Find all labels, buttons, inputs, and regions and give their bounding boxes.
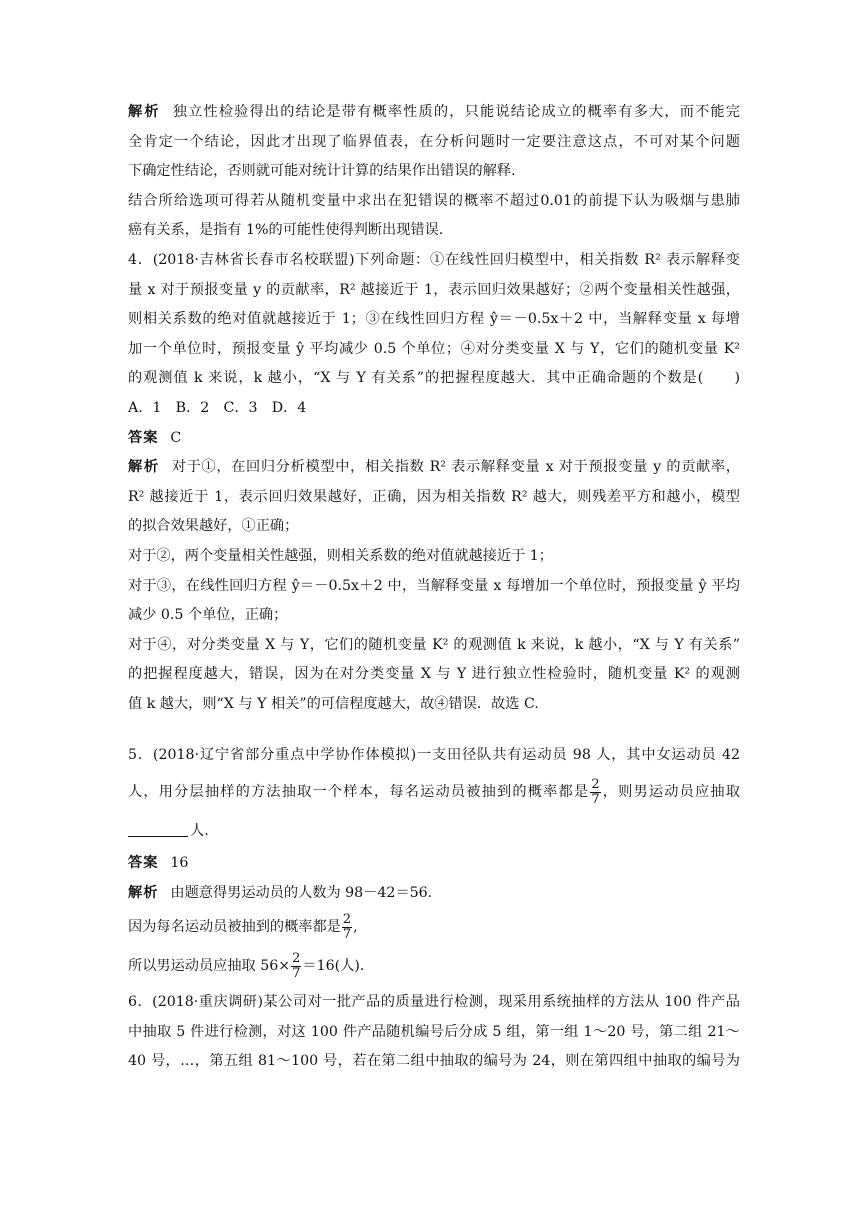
text-line (128, 988, 740, 1018)
text-line (128, 305, 740, 335)
text-line (128, 187, 740, 217)
q5-line-1: 5．(2018·辽宁省部分重点中学协作体模拟)一支田径队共有运动员 98 人，其中女运动员 42 (128, 747, 740, 764)
line-text: 的观测值 k 来说，k 越小，“X 与 Y 有关系”的把握程度越大．其中正确命题的个数是( ) (128, 370, 740, 387)
section-label: 解析 (128, 104, 161, 120)
question-6 (128, 988, 740, 1077)
text-line (128, 1047, 740, 1077)
text-line (128, 660, 740, 690)
document-page (128, 98, 740, 1077)
text-line (128, 394, 740, 424)
text-line (128, 128, 740, 158)
fraction: $\frac{2}{7}$ (292, 951, 301, 981)
line-text: 癌有关系，是指有 1%的可能性使得判断出现错误. (128, 222, 444, 239)
section-label: 答案 (128, 429, 159, 446)
text-line (128, 453, 740, 483)
line-text: 对于③，在线性回归方程 ŷ＝－0.5x＋2 中，当解释变量 x 每增加一个单位时，预报变量 ŷ 平均 (128, 577, 740, 594)
line-text: 中抽取 5 件进行检测，对这 100 件产品随机编号后分成 5 组，第一组 1～20 号，第二组 21～ (128, 1023, 740, 1040)
text-line (128, 483, 740, 513)
line-text: 对于①，在回归分析模型中，相关指数 R² 表示解释变量 x 对于预报变量 y 的贡献率， (171, 459, 740, 476)
line-text: C (170, 429, 182, 446)
text-line (128, 601, 740, 631)
line-text: 独立性检验得出的结论是带有概率性质的，只能说结论成立的概率有多大，而不能完 (172, 104, 740, 120)
line-text: 值 k 越大，则“X 与 Y 相关”的可信程度越大，故④错误．故选 C. (128, 695, 539, 712)
line-text: 加一个单位时，预报变量 ŷ 平均减少 0.5 个单位；④对分类变量 X 与 Y，它们的随机变量 K² (128, 340, 740, 357)
text-line (128, 157, 740, 187)
question-5 (128, 741, 740, 986)
q5-line-2: 人，用分层抽样的方法抽取一个样本，每名运动员被抽到的概率都是 $\frac{2}{7}$ ，则男运动员应抽取 (128, 776, 740, 807)
text-line (128, 690, 740, 720)
text-line (128, 98, 740, 128)
line-text: 全肯定一个结论，因此才出现了临界值表，在分析问题时一定要注意这点，不可对某个问题 (128, 133, 740, 150)
text-line (128, 572, 740, 602)
text-line (128, 424, 740, 454)
line-text: 结合所给选项可得若从随机变量中求出在犯错误的概率不超过0.01的前提下认为吸烟与患肺 (128, 192, 740, 209)
line-text: 下确定性结论，否则就可能对统计计算的结果作出错误的解释. (128, 163, 516, 180)
line-text: 量 x 对于预报变量 y 的贡献率，R² 越接近于 1，表示回归效果越好；②两个变量相关性越强， (128, 281, 740, 298)
line-text: 6．(2018·重庆调研)某公司对一批产品的质量进行检测，现采用系统抽样的方法从 100 件产品 (128, 994, 740, 1011)
text-line (128, 364, 740, 394)
q5-answer: 答案 16 (128, 855, 189, 872)
text-line (128, 335, 740, 365)
q5-solution-3: 所以男运动员应抽取 56× $\frac{2}{7}$ ＝16(人). (128, 951, 365, 981)
text-line (128, 631, 740, 661)
line-text: 减少 0.5 个单位，正确； (128, 607, 288, 624)
q5-line-3: 人. (128, 813, 740, 849)
line-text: A．1 B．2 C．3 D．4 (128, 399, 307, 416)
fraction: $\frac{2}{7}$ (591, 776, 600, 807)
line-text: 则相关系数的绝对值就越接近于 1；③在线性回归方程 ŷ＝－0.5x＋2 中，当解释变量 x 每增 (128, 311, 740, 328)
fraction: $\frac{2}{7}$ (342, 912, 352, 942)
line-text: 4．(2018·吉林省长春市名校联盟)下列命题：①在线性回归模型中，相关指数 R² 表示解释变 (128, 251, 740, 268)
line-text: 对于④，对分类变量 X 与 Y，它们的随机变量 K² 的观测值 k 来说，k 越小，“X 与 Y 有关系” (128, 636, 740, 653)
text-line (128, 1018, 740, 1048)
line-text: 40 号，…，第五组 81～100 号，若在第二组中抽取的编号为 24，则在第四组中抽取的编号为 (128, 1053, 740, 1070)
text-line (128, 246, 740, 276)
text-line (128, 542, 740, 572)
q5-solution-1: 解析 由题意得男运动员的人数为 98－42＝56. (128, 884, 433, 901)
solution-block-q3-q4 (128, 98, 740, 719)
text-line (128, 512, 740, 542)
line-text: 的把握程度越大，错误，因为在对分类变量 X 与 Y 进行独立性检验时，随机变量 K² 的观测 (128, 666, 740, 683)
line-text: 对于②，两个变量相关性越强，则相关系数的绝对值就越接近于 1； (128, 547, 553, 564)
text-line (128, 216, 740, 246)
line-text: R² 越接近于 1，表示回归效果越好，正确，因为相关指数 R² 越大，则残差平方和越小，模型 (128, 488, 740, 505)
line-text: 的拟合效果越好，①正确； (128, 518, 299, 535)
section-label: 解析 (128, 459, 160, 476)
q5-solution-2: 因为每名运动员被抽到的概率都是 $\frac{2}{7}$ , (128, 912, 358, 942)
text-line (128, 276, 740, 306)
answer-blank (128, 818, 188, 837)
